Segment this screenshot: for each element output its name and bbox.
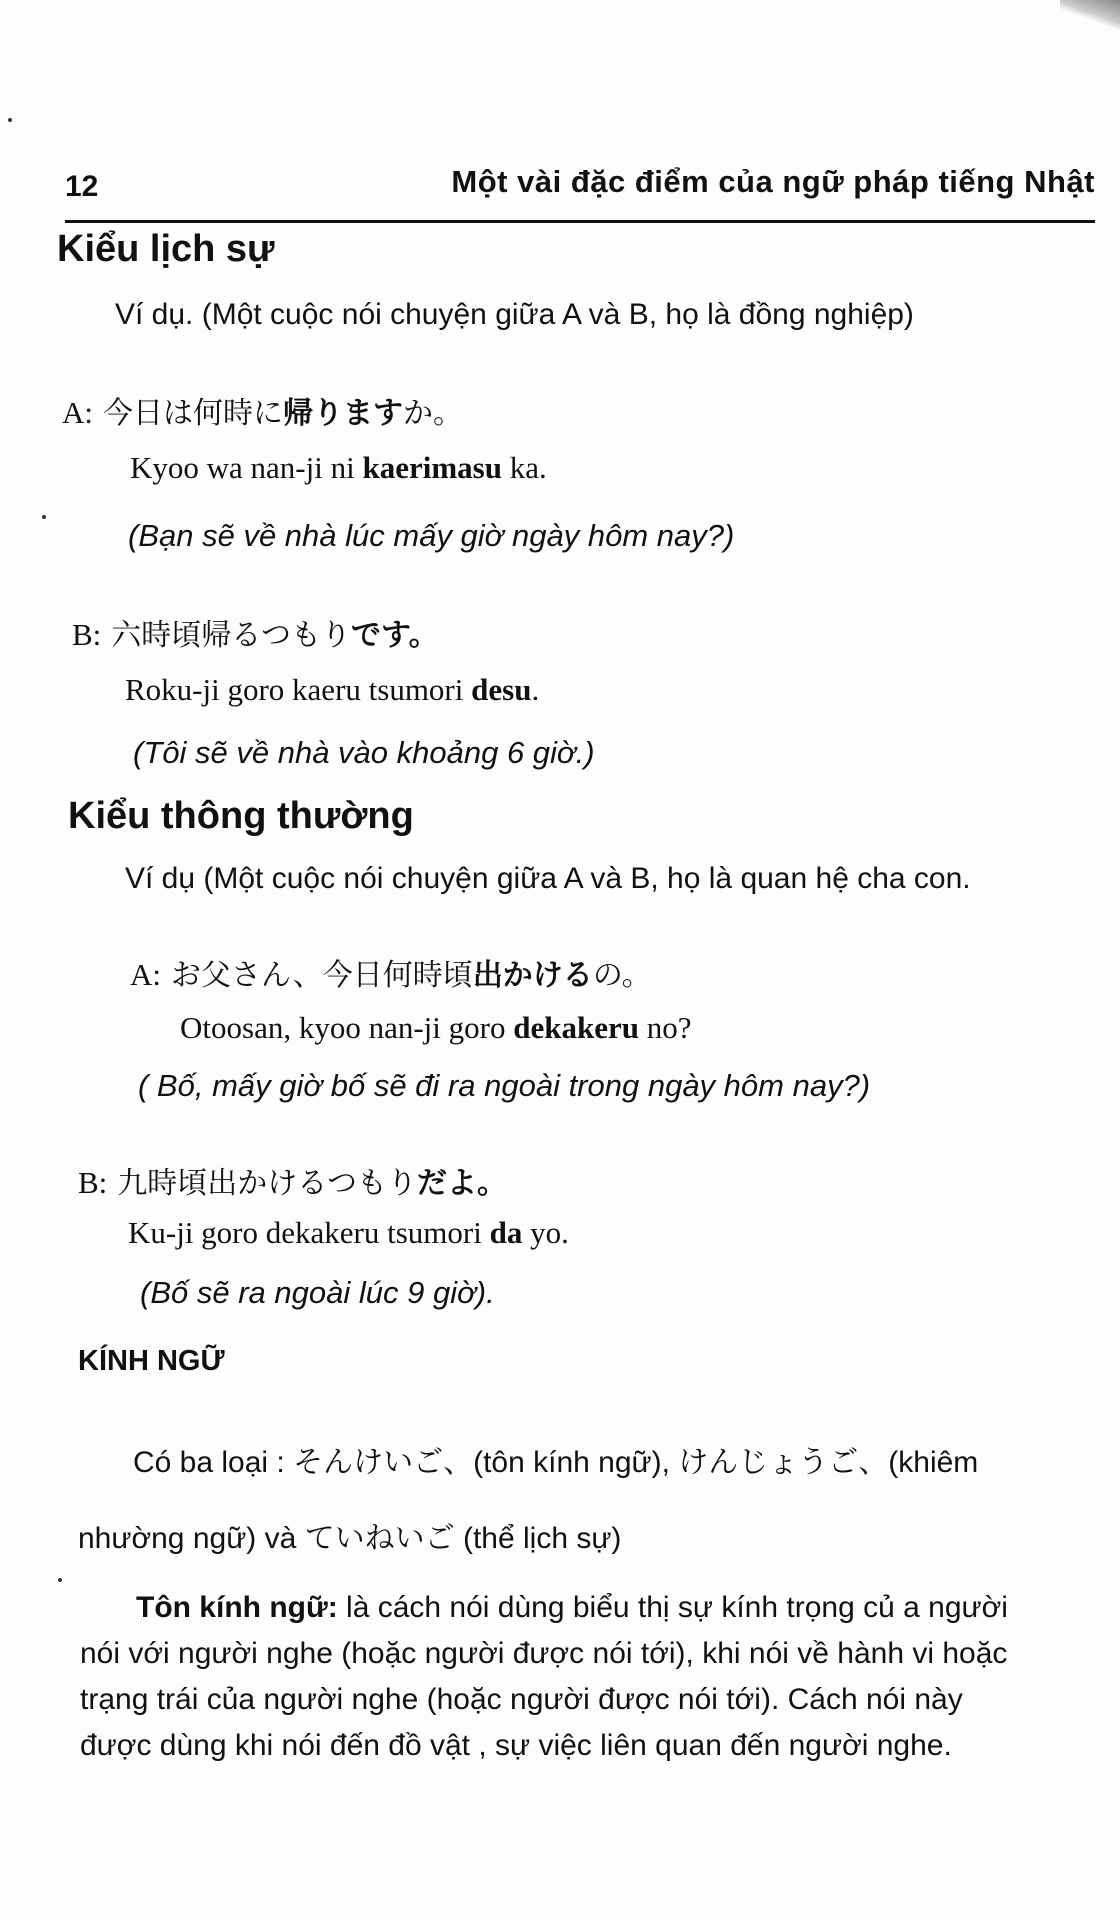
romaji-verb: dekakeru <box>513 1010 639 1045</box>
jp-text: 六時頃帰るつもり <box>111 618 351 653</box>
page-corner-curl <box>1060 0 1120 30</box>
definition-line: trạng trái của người nghe (hoặc người được nói tới). Cách nói này <box>80 1683 963 1716</box>
speaker-label: B: <box>72 617 102 652</box>
definition-line: được dùng khi nói đến đồ vật , sự việc liên quan đến người nghe. <box>80 1729 952 1762</box>
jp-verb: だよ。 <box>417 1166 507 1201</box>
definition-text: là cách nói dùng biểu thị sự kính trọng củ a người <box>337 1591 1008 1624</box>
polite-b-translation: (Tôi sẽ về nhà vào khoảng 6 giờ.) <box>133 735 595 770</box>
casual-b-translation: (Bố sẽ ra ngoài lúc 9 giờ). <box>140 1275 495 1310</box>
jp-text: 今日は何時に <box>103 396 283 431</box>
speaker-label: B: <box>78 1165 108 1200</box>
keigo-definition <box>80 1585 1110 1769</box>
polite-a-romaji <box>130 450 547 486</box>
jp-text: 九時頃出かけるつもり <box>117 1166 417 1201</box>
scan-speck <box>58 1578 62 1582</box>
running-title: Một vài đặc điểm của ngữ pháp tiếng Nhật <box>451 164 1095 199</box>
romaji-text: Roku-ji goro kaeru tsumori <box>125 672 472 707</box>
jp-text: の。 <box>592 958 652 993</box>
romaji-verb: desu <box>471 672 532 707</box>
page-number: 12 <box>65 170 99 203</box>
section-heading-polite: Kiểu lịch sự <box>57 228 275 270</box>
casual-a-romaji <box>180 1010 691 1046</box>
casual-a-japanese <box>130 950 652 994</box>
keigo-types-line1: Có ba loại : そんけいご、(tôn kính ngữ), けんじょうご、(khiêm <box>133 1446 979 1479</box>
speaker-label: A: <box>62 395 93 430</box>
jp-text: お父さん、今日何時頃 <box>171 958 473 993</box>
section-heading-casual: Kiểu thông thường <box>68 795 414 837</box>
definition-line: nói với người nghe (hoặc người được nói tới), khi nói về hành vi hoặc <box>80 1637 1008 1670</box>
polite-a-japanese <box>62 388 463 432</box>
jp-verb: です。 <box>351 618 439 653</box>
romaji-text: no? <box>638 1010 692 1045</box>
romaji-text: ka. <box>501 450 547 485</box>
keigo-types-line2: nhường ngữ) và ていねいご (thể lịch sự) <box>78 1522 622 1555</box>
polite-example-intro: Ví dụ. (Một cuộc nói chuyện giữa A và B, họ là đồng nghiệp) <box>115 298 914 331</box>
romaji-text: Kyoo wa nan-ji ni <box>130 450 363 485</box>
casual-example-intro: Ví dụ (Một cuộc nói chuyện giữa A và B, họ là quan hệ cha con. <box>125 862 971 895</box>
speaker-label: A: <box>130 957 161 992</box>
romaji-verb: kaerimasu <box>362 450 502 485</box>
romaji-text: Otoosan, kyoo nan-ji goro <box>180 1010 514 1045</box>
casual-b-japanese <box>78 1158 507 1202</box>
section-heading-keigo: KÍNH NGỮ <box>78 1345 225 1377</box>
jp-verb: 出かける <box>472 958 593 993</box>
casual-a-translation: ( Bố, mấy giờ bố sẽ đi ra ngoài trong ngày hôm nay?) <box>138 1068 871 1103</box>
casual-b-romaji <box>128 1215 569 1251</box>
jp-verb: 帰ります <box>283 396 403 431</box>
polite-a-translation: (Bạn sẽ về nhà lúc mấy giờ ngày hôm nay?) <box>128 518 735 553</box>
romaji-text: yo. <box>522 1215 569 1250</box>
definition-line <box>80 1585 1110 1631</box>
scan-speck <box>42 515 46 519</box>
definition-term: Tôn kính ngữ: <box>136 1591 338 1624</box>
polite-b-romaji <box>125 672 539 708</box>
page-header <box>65 160 1095 223</box>
polite-b-japanese <box>72 610 439 654</box>
jp-text: か。 <box>403 396 463 431</box>
romaji-text: . <box>531 672 540 707</box>
romaji-verb: da <box>489 1215 523 1250</box>
romaji-text: Ku-ji goro dekakeru tsumori <box>128 1215 490 1250</box>
scan-speck <box>8 118 12 122</box>
